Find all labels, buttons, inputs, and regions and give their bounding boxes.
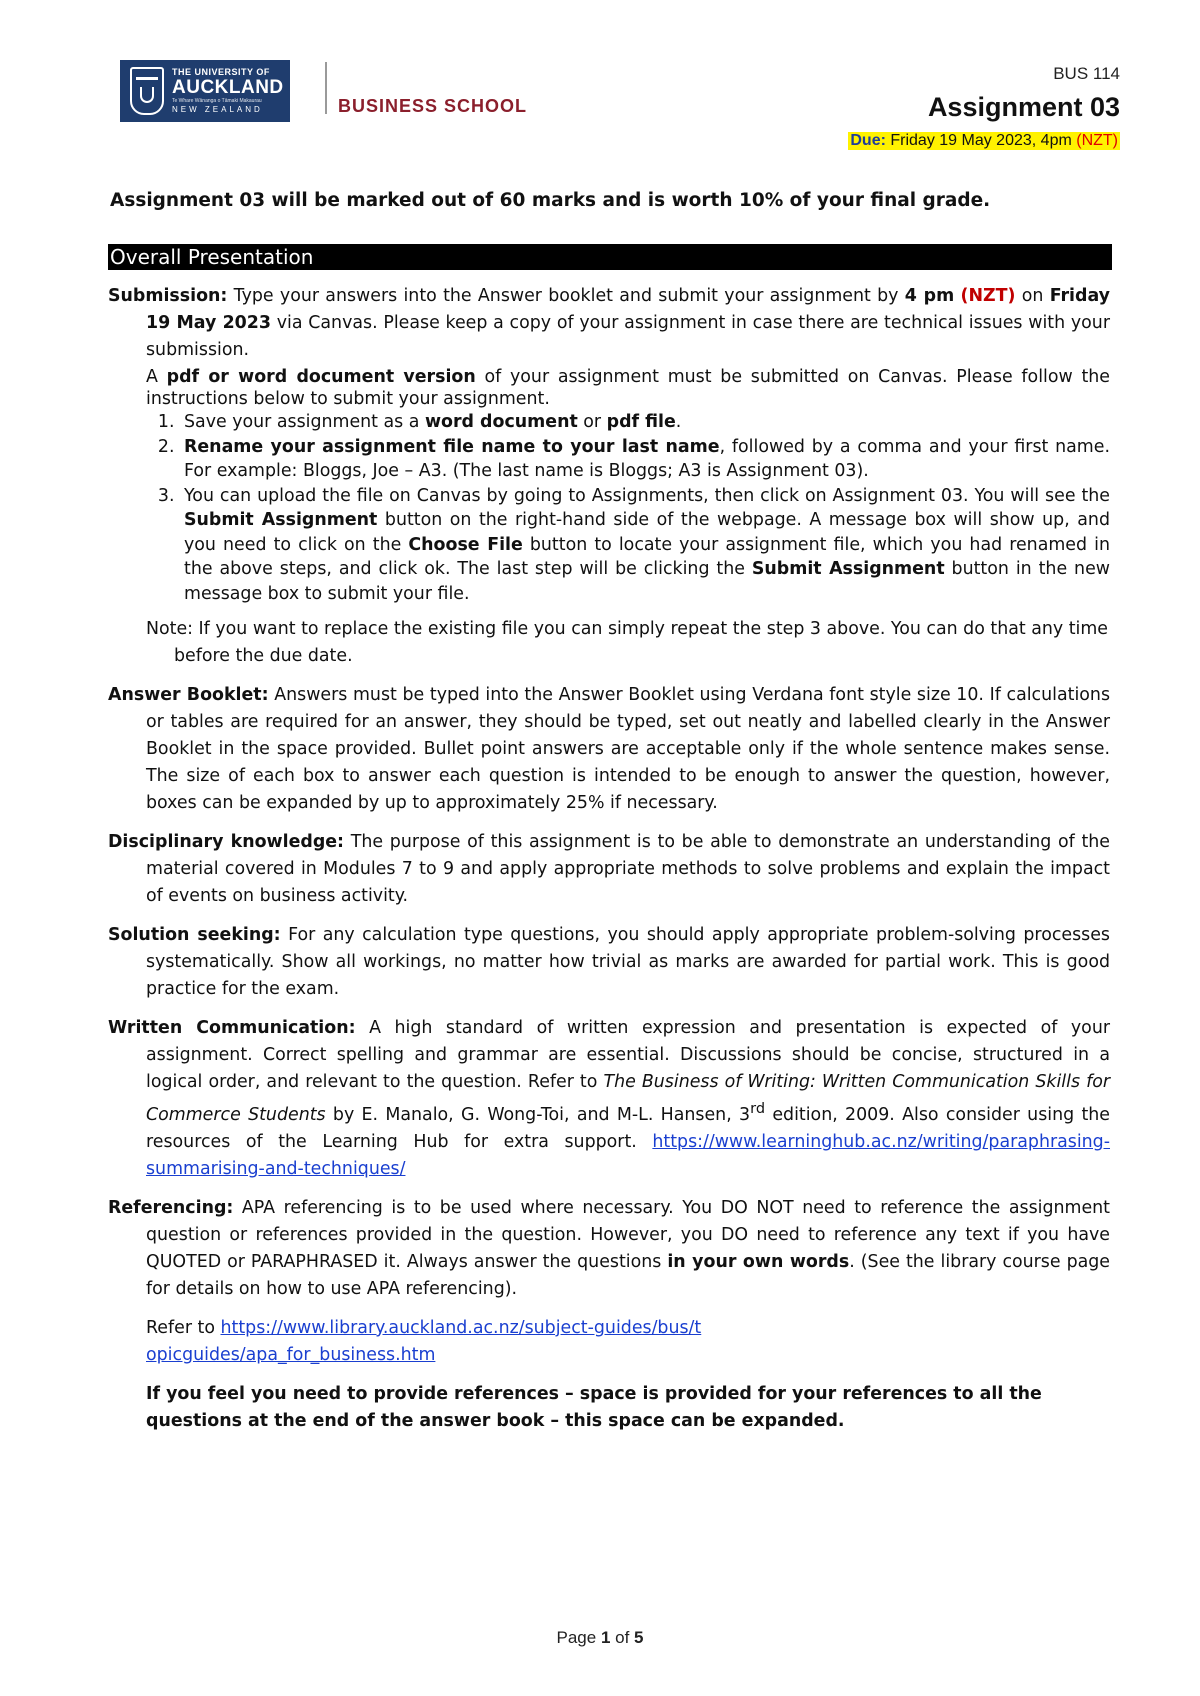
intro-statement: Assignment 03 will be marked out of 60 marks and is worth 10% of your final grade. (110, 190, 991, 211)
page-footer (0, 1628, 1200, 1648)
refer-to-label: Refer to (146, 1317, 221, 1338)
referencing-label: Referencing: (108, 1197, 234, 1218)
step-3 (180, 484, 1110, 607)
logo-divider (325, 62, 327, 114)
footer-total-pages: 5 (634, 1628, 644, 1647)
step-1-text-c: or (577, 412, 607, 432)
solution-text: For any calculation type questions, you should apply appropriate problem-solving processes systematically. Show all workings, no matter how trivial as marks are awarded for partial work. This is good practice for the exam. (146, 925, 1110, 999)
step-3-text-c: button on the right-hand side of the webpage. A message box will show up, and you need to click on the (184, 510, 1110, 555)
submission-steps (108, 410, 1110, 606)
replace-file-note: Note: If you want to replace the existing file you can simply repeat the step 3 above. You can do that any time before the due date. (146, 619, 1109, 666)
referencing-paragraph (108, 1195, 1110, 1303)
step-3-text-f: Submit Assignment (751, 559, 945, 579)
submission-text-1: Type your answers into the Answer booklet and submit your assignment by (227, 286, 905, 306)
references-final-note: If you feel you need to provide references – space is provided for your references to all the questions at the end of the answer book – this space can be expanded. (146, 1383, 1042, 1431)
written-edition-sup: rd (750, 1101, 766, 1117)
submission-date: Friday 19 May 2023 (146, 286, 1111, 333)
course-code: BUS 114 (1053, 64, 1120, 83)
due-label: Due: (850, 132, 886, 149)
crest-icon (130, 67, 164, 115)
step-3-text-b: Submit Assignment (184, 510, 378, 530)
step-1-text-a: Save your assignment as a (184, 412, 425, 432)
step-3-text-d: Choose File (408, 534, 523, 555)
refer-to-line (108, 1315, 706, 1369)
footer-page-word: Page (556, 1628, 601, 1647)
due-text: Friday 19 May 2023, 4pm (885, 132, 1077, 149)
section-heading: Overall Presentation (108, 244, 1112, 270)
disciplinary-text: The purpose of this assignment is to be able to demonstrate an understanding of the material covered in Modules 7 to 9 and apply appropriate methods to solve problems and explain the impact of events on business activity. (146, 832, 1110, 906)
answer-booklet-paragraph (108, 682, 1110, 817)
assignment-title: Assignment 03 (927, 92, 1120, 122)
step-3-text-a: You can upload the file on Canvas by going to Assignments, then click on Assignment 03. You will see the (184, 485, 1110, 506)
referencing-own-words: in your own words (667, 1251, 850, 1272)
due-timezone: (NZT) (1076, 132, 1118, 149)
document-body (108, 283, 1110, 1435)
disciplinary-paragraph (108, 829, 1110, 910)
referencing-text-1: APA referencing is to be used where necessary. You DO NOT need to reference the assignment question or references provided in the question. However, you DO need to reference any text if you have QUOTED or PARAPHRASED it. Always answer the questions (146, 1197, 1110, 1272)
submission-text-3: via Canvas. Please keep a copy of your assignment in case there are technical issues with your submission. (146, 313, 1110, 360)
step-1-text-b: word document (424, 412, 578, 432)
logo-text (172, 68, 284, 114)
step-2-text-b: , followed by a comma and your first name. For example: Bloggs, Joe – A3. (The last name is Bloggs; A3 is Assignment 03). (184, 436, 1110, 481)
written-label: Written Communication: (108, 1018, 356, 1038)
written-text-1: A high standard of written expression and presentation is expected of your assignment. Correct spelling and grammar are essential. Discussions should be concise, structured in a logical order, and relevant to the question. Refer to (146, 1018, 1110, 1092)
step-1-text-d: pdf file (606, 412, 676, 432)
step-2 (180, 435, 1110, 484)
step-1-text-e: . (675, 412, 682, 432)
step-2-text-a: Rename your assignment file name to your last name (184, 436, 720, 457)
university-logo (120, 60, 290, 122)
written-book-title: The Business of Writing: Written Communication Skills for Commerce Students (146, 1072, 1111, 1125)
format-text-a: A (146, 367, 167, 387)
submission-instructions (108, 366, 1110, 410)
footer-current-page: 1 (600, 1628, 611, 1647)
step-1 (180, 410, 1110, 435)
submission-paragraph (108, 283, 1110, 364)
referencing-text-2: . (See the library course page for details on how to use APA referencing). (146, 1251, 1110, 1299)
logo-line-3: Te Whare Wānanga o Tāmaki Makaurau (172, 98, 262, 104)
submission-text-2: on (1015, 286, 1050, 306)
submission-time: 4 pm (904, 286, 955, 306)
disciplinary-label: Disciplinary knowledge: (108, 832, 345, 852)
written-paragraph (108, 1015, 1110, 1183)
logo-line-4: NEW ZEALAND (172, 105, 263, 114)
written-text-3: edition, 2009. Also consider using the resources of the Learning Hub for extra support. (146, 1104, 1111, 1152)
business-school-label: BUSINESS SCHOOL (338, 96, 528, 116)
submission-format-note (146, 366, 1110, 410)
submission-label: Submission: (108, 286, 228, 306)
solution-paragraph (108, 922, 1110, 1003)
answer-booklet-text: Answers must be typed into the Answer Booklet using Verdana font style size 10. If calculations or tables are required for an answer, they should be typed, set out neatly and labelled clearly in the Answer Booklet in the space provided. Bullet point answers are acceptable only if the whole sentence makes sense. The size of each box to answer each question is intended to be enough to answer the question, however, boxes can be expanded by up to approximately 25% if necessary. (146, 685, 1111, 813)
solution-label: Solution seeking: (108, 925, 281, 945)
logo-line-2: AUCKLAND (172, 77, 284, 98)
format-text-b: pdf or word document version (166, 367, 476, 387)
learning-hub-link[interactable]: https://www.learninghub.ac.nz/writing/paraphrasing-summarising-and-techniques/ (146, 1131, 1110, 1179)
submission-timezone: (NZT) (960, 286, 1016, 306)
logo-line-1: THE UNIVERSITY OF (172, 67, 270, 77)
step-3-text-g: button in the new message box to submit your file. (184, 559, 1111, 604)
due-date (848, 132, 1120, 150)
answer-booklet-label: Answer Booklet: (108, 685, 269, 705)
footer-of-word: of (610, 1628, 635, 1647)
written-text-2: by E. Manalo, G. Wong-Toi, and M-L. Hansen, 3 (325, 1104, 751, 1125)
apa-guide-link[interactable]: https://www.library.auckland.ac.nz/subject-guides/bus/topicguides/apa_for_business.htm (146, 1317, 702, 1365)
format-text-c: of your assignment must be submitted on Canvas. Please follow the instructions below to submit your assignment. (146, 367, 1110, 409)
step-3-text-e: button to locate your assignment file, which you had renamed in the above steps, and click ok. The last step will be clicking the (184, 534, 1110, 579)
